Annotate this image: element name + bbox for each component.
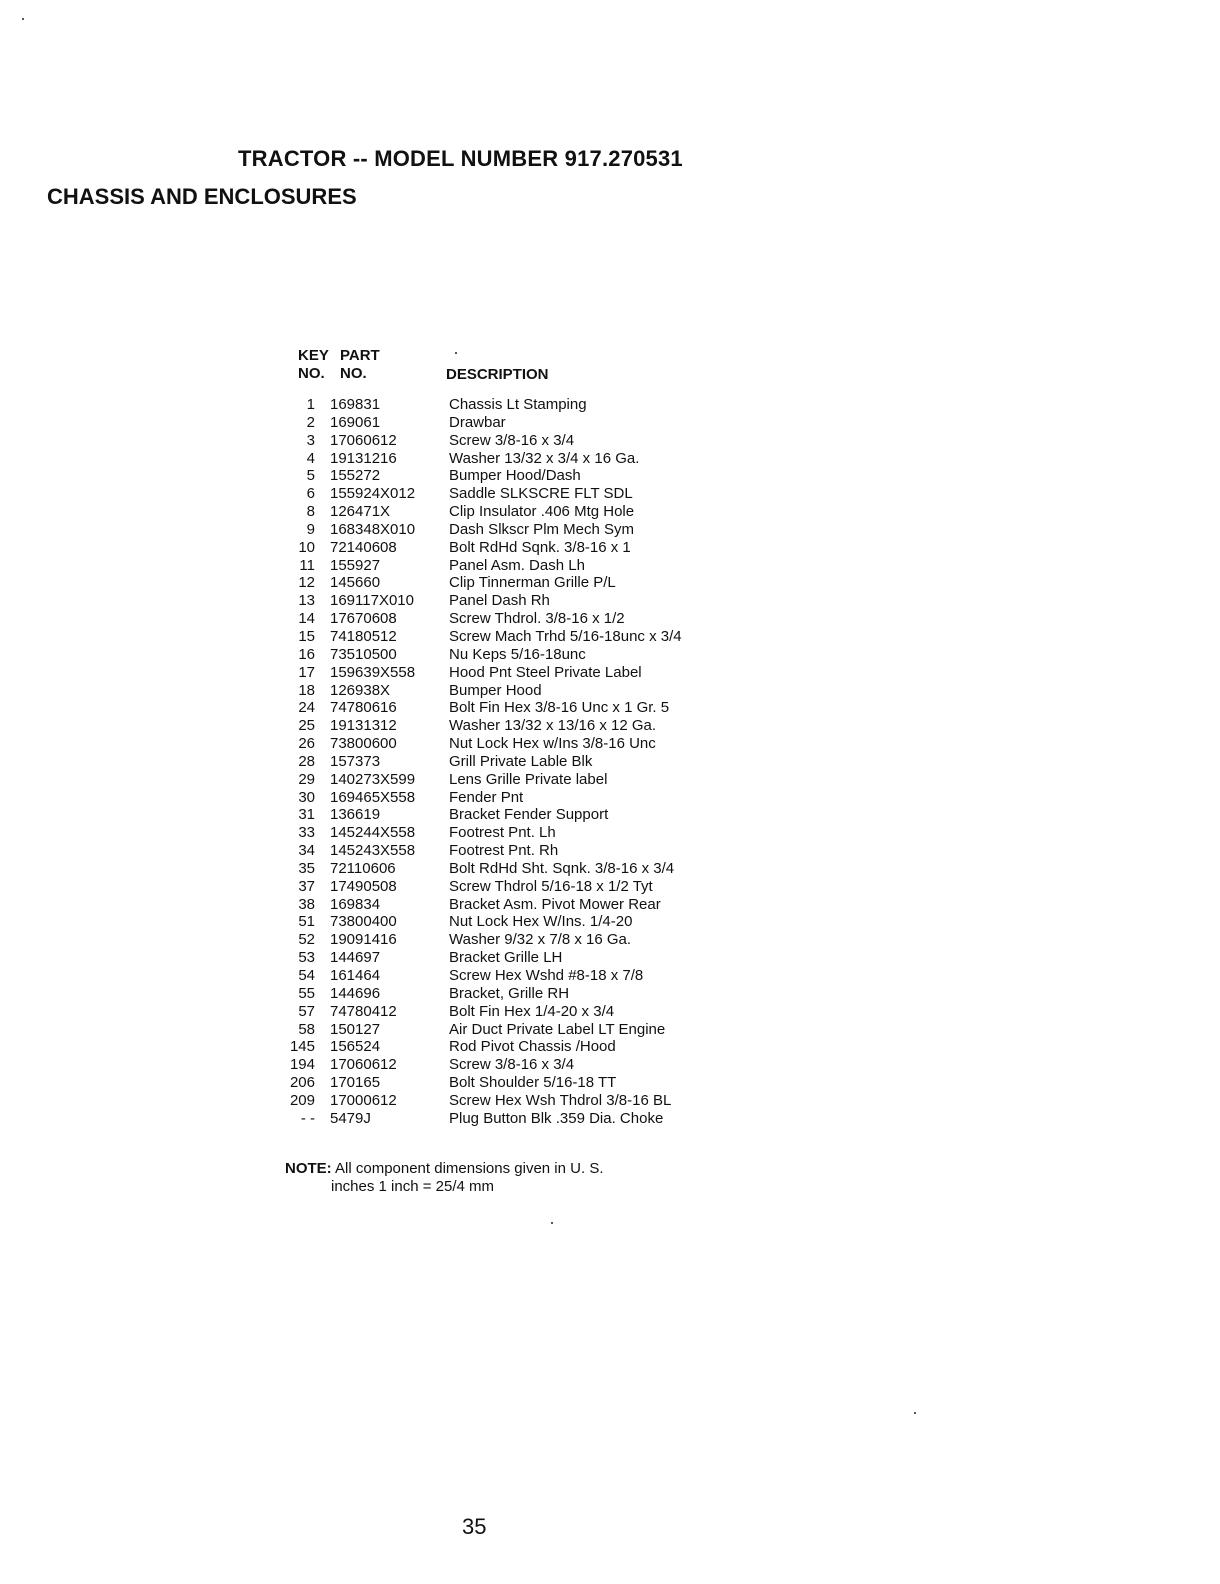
parts-row [282,503,752,521]
key-no-cell: 26 [298,735,315,753]
key-no-header-line1: KEY [298,347,329,364]
parts-row [282,646,752,664]
key-no-cell: 31 [298,806,315,824]
part-no-cell: 145244X558 [330,824,416,842]
part-no-cell: 159639X558 [330,663,416,681]
key-no-cell: 29 [298,770,315,788]
parts-row [282,842,752,860]
note-line1: All component dimensions given in U. S. [335,1160,604,1177]
description-cell: Panel Dash Rh [449,592,550,610]
part-no-cell: 169834 [330,895,381,913]
description-cell: Footrest Pnt. Lh [449,824,556,842]
parts-row [282,1092,752,1110]
parts-row [282,913,752,931]
parts-row [282,682,752,700]
description-cell: Panel Asm. Dash Lh [449,556,585,574]
part-no-cell: 155927 [330,556,381,574]
note [285,1160,604,1196]
description-cell: Air Duct Private Label LT Engine [449,1020,666,1038]
description-cell: Bolt RdHd Sqnk. 3/8-16 x 1 [449,538,631,556]
part-no-cell: 150127 [330,1020,381,1038]
description-cell: Screw Thdrol. 3/8-16 x 1/2 [449,610,625,628]
description-cell: Bolt Fin Hex 3/8-16 Unc x 1 Gr. 5 [449,699,670,717]
key-no-cell: 12 [298,574,315,592]
page-number: 35 [462,1514,487,1539]
part-no-cell: 161464 [330,967,381,984]
part-no-cell: 5479J [330,1109,371,1127]
parts-row [282,753,752,771]
description-cell: Washer 13/32 x 3/4 x 16 Ga. [449,449,640,467]
description-header: DESCRIPTION [446,366,549,383]
parts-row [282,467,752,485]
key-no-cell: 25 [298,717,315,735]
key-no-cell: 5 [306,467,315,485]
parts-row [282,789,752,807]
part-no-cell: 155272 [330,467,381,485]
description-cell: Dash Slkscr Plm Mech Sym [449,520,635,538]
part-no-cell: 74780412 [330,1002,397,1020]
key-no-cell: 9 [306,520,315,538]
part-no-cell: 74780616 [330,699,397,717]
description-cell: Hood Pnt Steel Private Label [449,663,642,681]
part-no-cell: 73510500 [330,645,397,663]
key-no-cell: 30 [298,788,315,806]
part-no-header-line1: PART [340,347,380,364]
parts-row [282,521,752,539]
part-no-cell: 169831 [330,396,381,413]
key-no-cell: 54 [298,967,315,984]
parts-row [282,878,752,896]
description-cell: Drawbar [449,413,506,431]
key-no-cell: 2 [306,413,315,431]
parts-row [282,1021,752,1039]
description-cell: Bracket, Grille RH [449,984,570,1002]
parts-row [282,949,752,967]
parts-row [282,485,752,503]
key-no-cell: 24 [298,699,315,717]
parts-row [282,1003,752,1021]
part-no-cell: 145243X558 [330,842,416,860]
part-no-cell: 140273X599 [330,770,416,788]
parts-row [282,664,752,682]
description-cell: Plug Button Blk .359 Dia. Choke [449,1109,664,1127]
key-no-cell: 38 [298,895,315,913]
part-no-cell: 155924X012 [330,485,416,503]
description-cell: Grill Private Lable Blk [449,752,593,770]
description-cell: Clip Insulator .406 Mtg Hole [449,503,635,521]
parts-row [282,450,752,468]
parts-row [282,592,752,610]
parts-row [282,896,752,914]
key-no-cell: 37 [298,877,315,895]
description-cell: Bolt Fin Hex 1/4-20 x 3/4 [449,1002,615,1020]
key-no-cell: 194 [289,1056,315,1074]
parts-row [282,414,752,432]
part-no-cell: 144697 [330,949,381,967]
parts-row [282,806,752,824]
description-cell: Nut Lock Hex W/Ins. 1/4-20 [449,913,633,931]
key-no-cell: 145 [289,1038,315,1056]
description-cell: Footrest Pnt. Rh [449,842,559,860]
part-no-header-line2: NO. [340,365,367,382]
part-no-cell: 169061 [330,413,381,431]
parts-row [282,860,752,878]
description-cell: Washer 13/32 x 13/16 x 12 Ga. [449,717,657,735]
parts-row [282,931,752,949]
description-cell: Bolt Shoulder 5/16-18 TT [449,1074,617,1092]
parts-row [282,985,752,1003]
part-no-cell: 17670608 [330,610,397,628]
part-no-cell: 19131312 [330,717,397,735]
description-cell: Clip Tinnerman Grille P/L [449,574,616,592]
part-no-cell: 17060612 [330,431,397,449]
key-no-cell: 52 [298,931,315,949]
parts-row [282,771,752,789]
part-no-cell: 169465X558 [330,788,416,806]
part-no-cell: 73800600 [330,735,397,753]
part-no-cell: 156524 [330,1038,381,1056]
key-no-cell: 55 [298,984,315,1002]
part-no-cell: 19091416 [330,931,397,949]
description-cell: Lens Grille Private label [449,770,608,788]
part-no-cell: 17060612 [330,1056,397,1074]
part-no-cell: 72140608 [330,538,397,556]
note-label: NOTE: [285,1160,332,1177]
part-no-cell: 170165 [330,1074,381,1092]
description-cell: Bumper Hood [449,681,542,699]
description-cell: Saddle SLKSCRE FLT SDL [449,485,633,503]
key-no-cell: 6 [306,485,315,503]
description-cell: Chassis Lt Stamping [449,396,587,413]
parts-row [282,967,752,985]
page-title: TRACTOR -- MODEL NUMBER 917.270531 [238,146,683,171]
description-cell: Screw Thdrol 5/16-18 x 1/2 Tyt [449,877,653,895]
parts-row [282,610,752,628]
key-no-cell: 35 [298,859,315,877]
description-cell: Bracket Grille LH [449,949,563,967]
parts-row [282,574,752,592]
key-no-cell: - - [300,1109,315,1127]
description-cell: Nut Lock Hex w/Ins 3/8-16 Unc [449,735,656,753]
key-no-header-line2: NO. [298,365,325,382]
parts-row [282,557,752,575]
key-no-cell: 13 [298,592,315,610]
key-no-cell: 209 [289,1091,315,1109]
key-no-cell: 28 [298,752,315,770]
key-no-cell: 4 [306,449,315,467]
part-no-cell: 169117X010 [330,592,414,610]
part-no-cell: 157373 [330,752,381,770]
key-no-cell: 18 [298,681,315,699]
key-no-cell: 53 [298,949,315,967]
scan-speck [22,18,24,20]
key-no-cell: 206 [289,1074,315,1092]
parts-row [282,1074,752,1092]
part-no-cell: 126938X [330,681,391,699]
description-cell: Rod Pivot Chassis /Hood [449,1038,616,1056]
parts-row [282,699,752,717]
key-no-cell: 15 [298,627,315,645]
key-no-cell: 10 [298,538,315,556]
key-no-cell: 11 [299,556,315,574]
key-no-cell: 34 [298,842,315,860]
part-no-cell: 136619 [330,806,381,824]
description-cell: Screw Mach Trhd 5/16-18unc x 3/4 [449,627,682,645]
description-cell: Bracket Asm. Pivot Mower Rear [449,895,661,913]
key-no-cell: 8 [306,503,315,521]
parts-row [282,539,752,557]
key-no-cell: 57 [298,1002,315,1020]
parts-row [282,1056,752,1074]
parts-row [282,1110,752,1128]
description-cell: Bracket Fender Support [449,806,609,824]
parts-list [282,396,752,1128]
description-cell: Fender Pnt [449,788,524,806]
description-cell: Screw Hex Wsh Thdrol 3/8-16 BL [449,1091,672,1109]
description-cell: Nu Keps 5/16-18unc [449,645,586,663]
part-no-cell: 74180512 [330,627,397,645]
parts-row [282,735,752,753]
part-no-cell: 17000612 [330,1091,397,1109]
description-cell: Washer 9/32 x 7/8 x 16 Ga. [449,931,632,949]
part-no-cell: 144696 [330,984,381,1002]
parts-row [282,824,752,842]
part-no-cell: 168348X010 [330,520,416,538]
scan-speck [914,1412,916,1414]
key-no-cell: 1 [306,396,315,413]
key-no-cell: 3 [306,431,315,449]
section-title: CHASSIS AND ENCLOSURES [47,184,357,209]
parts-row [282,628,752,646]
key-no-cell: 51 [298,913,315,931]
parts-row [282,1038,752,1056]
description-cell: Screw Hex Wshd #8-18 x 7/8 [449,967,644,984]
scan-speck [551,1222,553,1224]
key-no-cell: 33 [298,824,315,842]
scan-speck [455,352,457,354]
part-no-cell: 145660 [330,574,381,592]
description-cell: Bolt RdHd Sht. Sqnk. 3/8-16 x 3/4 [449,859,675,877]
part-no-cell: 19131216 [330,449,397,467]
part-no-cell: 126471X [330,503,391,521]
parts-row [282,396,752,414]
parts-row [282,717,752,735]
description-cell: Bumper Hood/Dash [449,467,581,485]
parts-row [282,432,752,450]
key-no-cell: 14 [298,610,315,628]
key-no-cell: 16 [298,645,315,663]
part-no-cell: 17490508 [330,877,397,895]
key-no-cell: 17 [298,663,315,681]
part-no-cell: 72110606 [330,859,396,877]
description-cell: Screw 3/8-16 x 3/4 [449,431,575,449]
description-cell: Screw 3/8-16 x 3/4 [449,1056,575,1074]
key-no-cell: 58 [298,1020,315,1038]
part-no-cell: 73800400 [330,913,397,931]
note-line2: inches 1 inch = 25/4 mm [331,1178,495,1195]
